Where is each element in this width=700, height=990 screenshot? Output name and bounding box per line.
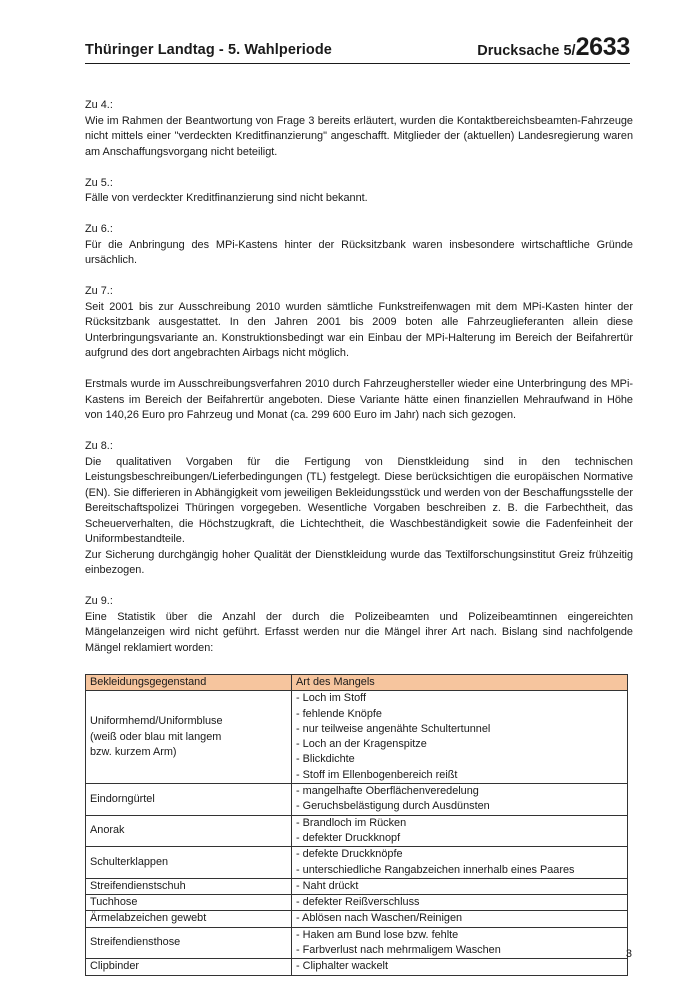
clothing-item-line: Clipbinder xyxy=(90,960,140,973)
answer-section xyxy=(85,377,633,424)
section-paragraph: Wie im Rahmen der Beantwortung von Frage 3 bereits erläutert, wurden die Kontaktbereichsbeamten-Fahrzeuge nicht mittels einer "verdeckten Kreditfinanzierung" angeschafft. Mitglieder der (aktuellen) Landesregierung waren am Anschaffungsvorgang nicht beteiligt. xyxy=(85,114,633,158)
defect-line: - Brandloch im Rücken xyxy=(296,816,407,829)
defect-cell xyxy=(292,784,628,816)
answer-section xyxy=(85,222,633,269)
section-paragraph: Die qualitativen Vorgaben für die Fertigung von Dienstkleidung sind in den technischen Leistungsbeschreibungen/Lieferbedingungen (TL) festgelegt. Diese berücksichtigen die europäischen Normative (EN). Sie differieren in Abhängigkeit vom jeweiligen Bekleidungsstück und werden von der Beschaffungsstelle der Bereitschaftspolizei Thüringen vorgegeben. Wesentliche Vorgaben beschreiben z. B. die Farbechtheit, das Scheuerverhalten, die Höchstzugkraft, die Lichtechtheit, die Waschbeständigkeit sowie die Fadenfeinheit der Uniformbestandteile. xyxy=(85,455,633,545)
defect-line: - mangelhafte Oberflächenveredelung xyxy=(296,785,479,798)
document-number: 2633 xyxy=(575,33,630,61)
clothing-item-cell xyxy=(86,815,292,847)
clothing-item-cell xyxy=(86,895,292,911)
defect-line: - defekte Druckknöpfe xyxy=(296,848,403,861)
defect-cell xyxy=(292,815,628,847)
clothing-item-cell xyxy=(86,878,292,894)
table-row xyxy=(86,959,628,975)
clothing-item-cell xyxy=(86,691,292,784)
table-row xyxy=(86,815,628,847)
clothing-item-line: Tuchhose xyxy=(90,896,138,909)
section-paragraph: Seit 2001 bis zur Ausschreibung 2010 wurden sämtliche Funkstreifenwagen mit dem MPi-Kasten hinter der Rücksitzbank ausgestattet. In den Jahren 2001 bis 2009 boten alle Fahrzeuglieferanten allein diese Unterbringungsvariante an. Konstruktionsbedingt war ein Einbau der MPi-Halterung im Bereich der Beifahrertür aufgrund des dort angebrachten Airbags nicht möglich. xyxy=(85,300,633,359)
defect-line: - Farbverlust nach mehrmaligem Waschen xyxy=(296,944,501,957)
defect-line: - nur teilweise angenähte Schultertunnel xyxy=(296,722,491,735)
defect-line: - Ablösen nach Waschen/Reinigen xyxy=(296,912,463,925)
table-row xyxy=(86,691,628,784)
defect-line: - defekter Druckknopf xyxy=(296,831,401,844)
section-paragraph: Für die Anbringung des MPi-Kastens hinter der Rücksitzbank waren insbesondere wirtschaftliche Gründe ursächlich. xyxy=(85,238,633,266)
clothing-item-line: (weiß oder blau mit langem xyxy=(90,730,222,743)
table-row xyxy=(86,847,628,879)
table-row xyxy=(86,895,628,911)
defect-cell xyxy=(292,878,628,894)
document-prefix: Drucksache 5/ xyxy=(477,43,576,59)
table-header-defect: Art des Mangels xyxy=(292,675,628,691)
table-body xyxy=(86,691,628,975)
clothing-item-cell xyxy=(86,911,292,927)
table-header-row xyxy=(86,675,628,691)
page-content xyxy=(85,98,633,976)
defect-line: - Loch im Stoff xyxy=(296,692,367,705)
answer-section xyxy=(85,176,633,207)
defect-cell xyxy=(292,959,628,975)
section-paragraph: Zur Sicherung durchgängig hoher Qualität der Dienstkleidung wurde das Textilforschungsinstitut Greiz frühzeitig einbezogen. xyxy=(85,548,633,576)
clothing-item-line: Streifendienstschuh xyxy=(90,879,186,892)
section-heading: Zu 4.: xyxy=(85,99,113,111)
section-heading: Zu 6.: xyxy=(85,223,113,235)
defect-line: - Naht drückt xyxy=(296,879,359,892)
table-row xyxy=(86,784,628,816)
answer-section xyxy=(85,439,633,579)
page-number: 3 xyxy=(625,948,632,960)
defects-table xyxy=(85,674,628,976)
defect-line: - Haken am Bund lose bzw. fehlte xyxy=(296,928,459,941)
clothing-item-line: Schulterklappen xyxy=(90,855,169,868)
defect-line: - Loch an der Kragenspitze xyxy=(296,738,427,751)
clothing-item-cell xyxy=(86,847,292,879)
clothing-item-line: Eindorngürtel xyxy=(90,792,155,805)
answer-sections xyxy=(85,98,633,656)
defect-line: - Geruchsbelästigung durch Ausdünsten xyxy=(296,800,490,813)
page-header xyxy=(85,30,630,62)
clothing-item-line: Ärmelabzeichen gewebt xyxy=(90,912,207,925)
defect-cell xyxy=(292,847,628,879)
table-row xyxy=(86,878,628,894)
header-rule xyxy=(85,63,630,64)
section-heading: Zu 9.: xyxy=(85,595,113,607)
section-paragraph: Eine Statistik über die Anzahl der durch die Polizeibeamten und Polizeibeamtinnen eingereichten Mängelanzeigen wird nicht geführt. Erfasst werden nur die Mängel ihrer Art nach. Bislang sind nachfolgende Mängel reklamiert worden: xyxy=(85,610,633,654)
table-header-item: Bekleidungsgegenstand xyxy=(86,675,292,691)
clothing-item-line: Anorak xyxy=(90,824,125,837)
clothing-item-cell xyxy=(86,959,292,975)
answer-section xyxy=(85,284,633,362)
defect-cell xyxy=(292,895,628,911)
table-row xyxy=(86,927,628,959)
clothing-item-line: bzw. kurzem Arm) xyxy=(90,745,177,758)
clothing-item-cell xyxy=(86,927,292,959)
document-reference xyxy=(477,33,630,62)
parliament-title: Thüringer Landtag - 5. Wahlperiode xyxy=(85,42,332,58)
defect-cell xyxy=(292,691,628,784)
defect-line: - fehlende Knöpfe xyxy=(296,707,382,720)
table-row xyxy=(86,911,628,927)
section-paragraph: Erstmals wurde im Ausschreibungsverfahren 2010 durch Fahrzeughersteller wieder eine Unterbringung des MPi-Kastens im Bereich der Beifahrertür angeboten. Diese Variante hätte einen finanziellen Mehraufwand in Höhe von 140,26 Euro pro Fahrzeug und Monat (ca. 299 600 Euro im Jahr) nach sich gezogen. xyxy=(85,378,633,421)
section-paragraph: Fälle von verdeckter Kreditfinanzierung sind nicht bekannt. xyxy=(85,192,368,204)
answer-section xyxy=(85,594,633,656)
defect-line: - defekter Reißverschluss xyxy=(296,896,420,909)
defect-line: - Stoff im Ellenbogenbereich reißt xyxy=(296,768,458,781)
section-heading: Zu 5.: xyxy=(85,176,113,189)
section-heading: Zu 8.: xyxy=(85,440,113,452)
defect-line: - Blickdichte xyxy=(296,753,355,766)
answer-section xyxy=(85,98,633,160)
clothing-item-cell xyxy=(86,784,292,816)
section-heading: Zu 7.: xyxy=(85,285,113,297)
defect-line: - unterschiedliche Rangabzeichen innerhalb eines Paares xyxy=(296,863,575,876)
defect-cell xyxy=(292,911,628,927)
defect-line: - Cliphalter wackelt xyxy=(296,960,388,973)
defect-cell xyxy=(292,927,628,959)
clothing-item-line: Streifendiensthose xyxy=(90,936,181,949)
clothing-item-line: Uniformhemd/Uniformbluse xyxy=(90,715,223,728)
